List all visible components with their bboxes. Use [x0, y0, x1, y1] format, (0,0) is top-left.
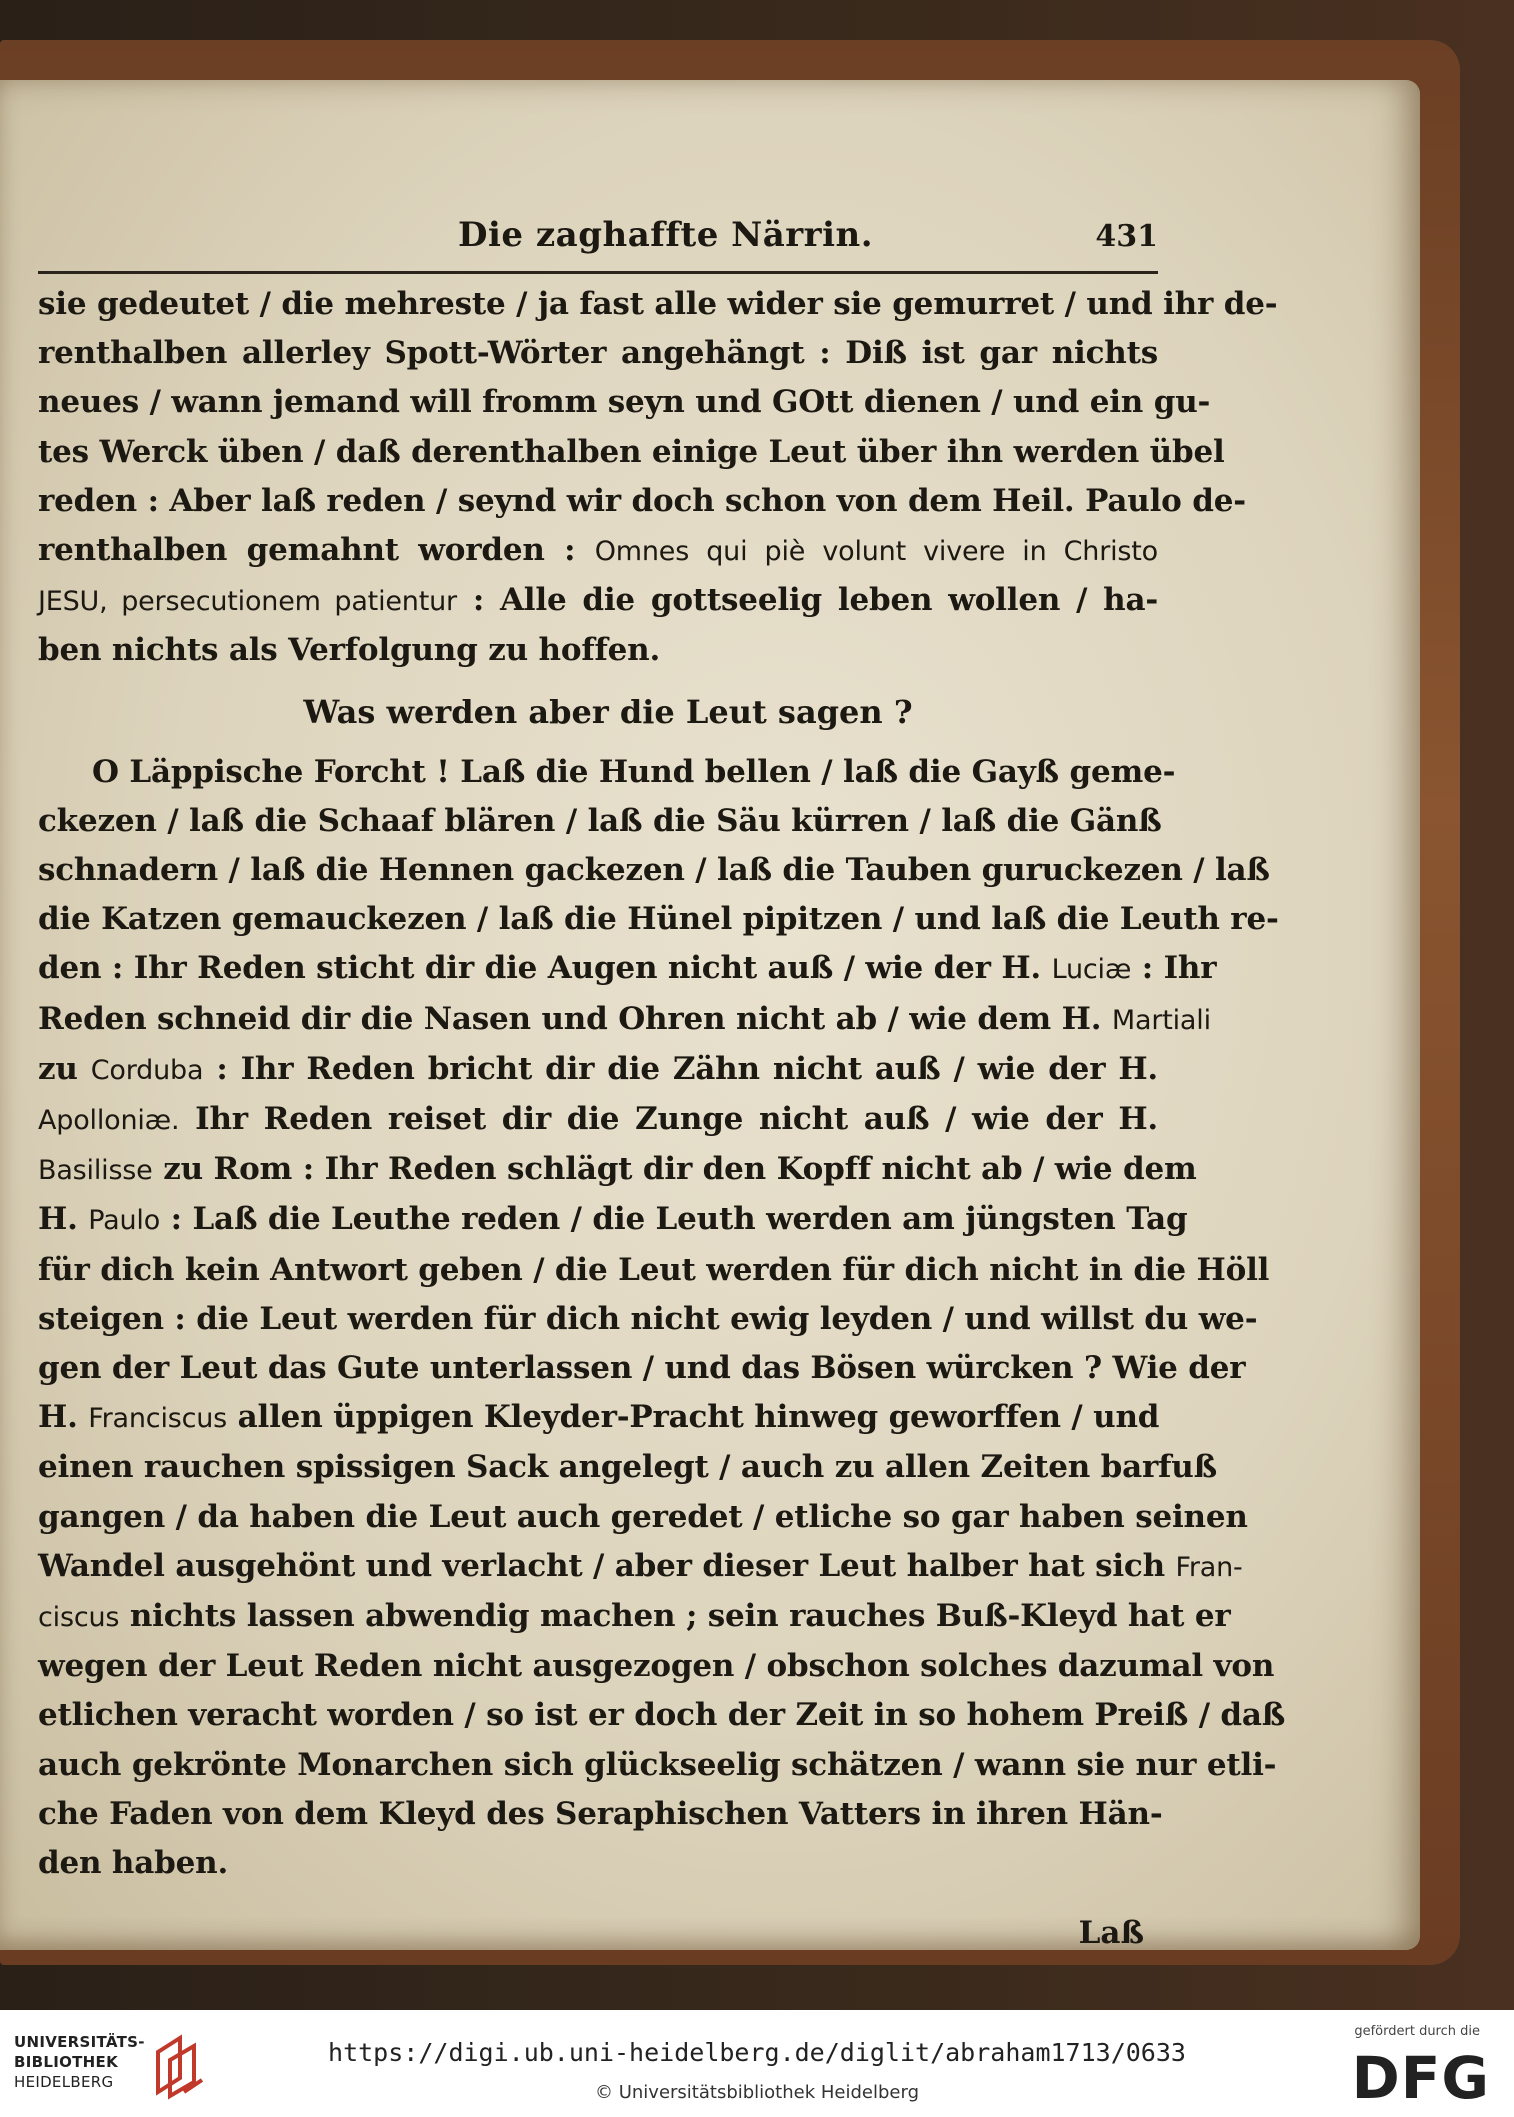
text-segment: : Laß die Leuthe reden / die Leuth werden am jüngsten Tag: [170, 1201, 1188, 1238]
text-line: [38, 1145, 1197, 1195]
logo-line: BIBLIOTHEK: [14, 2053, 118, 2071]
text-segment: H.: [38, 1399, 78, 1436]
latin-name: ciscus: [38, 1602, 120, 1634]
latin-name: Corduba: [90, 1054, 204, 1086]
text-line: O Läppische Forcht ! Laß die Hund bellen / laß die Gayß geme-: [92, 753, 1176, 790]
text-line: die Katzen gemauckezen / laß die Hünel pipitzen / und laß die Leuth re-: [38, 901, 1279, 938]
copyright-notice: © Universitätsbibliothek Heidelberg: [594, 2082, 919, 2103]
text-line: [38, 1045, 1158, 1095]
logo-line: HEIDELBERG: [14, 2073, 114, 2091]
text-segment: : Ihr Reden bricht dir die Zähn nicht auß / wie der H.: [216, 1050, 1159, 1087]
dfg-logo[interactable]: DFG: [1351, 2044, 1490, 2112]
text-line: renthalben allerley Spott-Wörter angehängt : Diß ist gar nichts: [38, 335, 1158, 372]
text-segment: den : Ihr Reden sticht dir die Augen nicht auß / wie der H.: [38, 950, 1041, 987]
text-segment: H.: [38, 1201, 78, 1238]
text-line: [38, 1195, 1188, 1245]
latin-name: Luciæ: [1051, 954, 1132, 986]
text-line: für dich kein Antwort geben / die Leut werden für dich nicht in die Höll: [38, 1251, 1270, 1288]
text-segment: Wandel ausgehönt und verlacht / aber dieser Leut halber hat sich: [38, 1547, 1165, 1584]
catchword: Laß: [1078, 1915, 1144, 1952]
text-segment: allen üppigen Kleyder-Pracht hinweg geworffen / und: [237, 1399, 1160, 1436]
text-segment: zu: [38, 1050, 78, 1087]
paragraph-2: [38, 748, 1286, 1889]
text-segment: nichts lassen abwendig machen ; sein rauches Buß-Kleyd hat er: [129, 1598, 1231, 1635]
latin-name: Apolloniæ.: [38, 1105, 180, 1137]
text-line: schnadern / laß die Hennen gackezen / laß die Tauben guruckezen / laß: [38, 852, 1270, 889]
viewer-footer: [0, 2010, 1514, 2117]
latin-name: Paulo: [88, 1205, 161, 1237]
page-number: 431: [1095, 219, 1158, 254]
text-segment: Ihr Reden reiset dir die Zunge nicht auß / wie der H.: [195, 1101, 1158, 1138]
text-line: [38, 1542, 1243, 1592]
text-line: [38, 1592, 1231, 1642]
text-line: tes Werck üben / daß derenthalben einige Leut über ihn werden übel: [38, 433, 1225, 470]
paragraph-1: [38, 280, 1278, 676]
latin-name: Martiali: [1111, 1004, 1211, 1036]
latin-name: Basilisse: [38, 1155, 153, 1187]
text-line: reden : Aber laß reden / seynd wir doch schon von dem Heil. Paulo de-: [38, 482, 1246, 519]
text-line: [38, 995, 1211, 1045]
text-line: neues / wann jemand will fromm seyn und GOtt dienen / und ein gu-: [38, 384, 1211, 421]
text-line: wegen der Leut Reden nicht ausgezogen / obschon solches dazumal von: [38, 1648, 1275, 1685]
latin-quote: JESU, persecutionem patientur: [38, 586, 457, 618]
text-line: gangen / da haben die Leut auch geredet / etliche so gar haben seinen: [38, 1498, 1248, 1535]
page-text-block: [38, 215, 1286, 1968]
text-line: auch gekrönte Monarchen sich glückseelig schätzen / wann sie nur etli-: [38, 1746, 1277, 1783]
text-line: [38, 576, 1158, 626]
text-line: ckezen / laß die Schaaf blären / laß die Säu kürren / laß die Gänß: [38, 802, 1162, 839]
running-title: Die zaghaffte Närrin.: [458, 215, 874, 255]
logo-line: UNIVERSITÄTS-: [14, 2033, 145, 2051]
running-head: [38, 215, 1158, 274]
text-line: einen rauchen spissigen Sack angelegt / auch zu allen Zeiten barfuß: [38, 1449, 1217, 1486]
text-segment: : Alle die gottseelig leben wollen / ha-: [472, 582, 1158, 619]
text-line: [38, 526, 1158, 576]
latin-name: Fran-: [1175, 1551, 1243, 1583]
text-line: den haben.: [38, 1845, 229, 1882]
text-line: gen der Leut das Gute unterlassen / und das Bösen würcken ? Wie der: [38, 1350, 1246, 1387]
text-segment: zu Rom : Ihr Reden schlägt dir den Kopff nicht ab / wie dem: [163, 1151, 1197, 1188]
text-line: sie gedeutet / die mehreste / ja fast alle wider sie gemurret / und ihr de-: [38, 286, 1278, 322]
text-line: etlichen veracht worden / so ist er doch der Zeit in so hohem Preiß / daß: [38, 1697, 1286, 1734]
text-segment: renthalben gemahnt worden :: [38, 532, 576, 569]
text-line: ben nichts als Verfolgung zu hoffen.: [38, 632, 661, 669]
text-line: che Faden von dem Kleyd des Seraphischen Vatters in ihren Hän-: [38, 1795, 1163, 1832]
funded-by-label: gefördert durch die: [1354, 2024, 1480, 2039]
book-page: [0, 80, 1420, 1950]
latin-quote: Omnes qui piè volunt vivere in Christo: [594, 536, 1158, 568]
text-line: [38, 1095, 1158, 1145]
text-line: [38, 944, 1217, 994]
text-segment: Reden schneid dir die Nasen und Ohren nicht ab / wie dem H.: [38, 1000, 1102, 1037]
text-line: steigen : die Leut werden für dich nicht ewig leyden / und willst du we-: [38, 1300, 1258, 1337]
section-heading: Was werden aber die Leut sagen ?: [303, 692, 913, 731]
permalink-url[interactable]: https://digi.ub.uni-heidelberg.de/diglit/abraham1713/0633: [328, 2038, 1186, 2067]
text-line: [38, 1393, 1158, 1443]
latin-name: Franciscus: [88, 1403, 228, 1435]
text-segment: : Ihr: [1141, 950, 1217, 987]
